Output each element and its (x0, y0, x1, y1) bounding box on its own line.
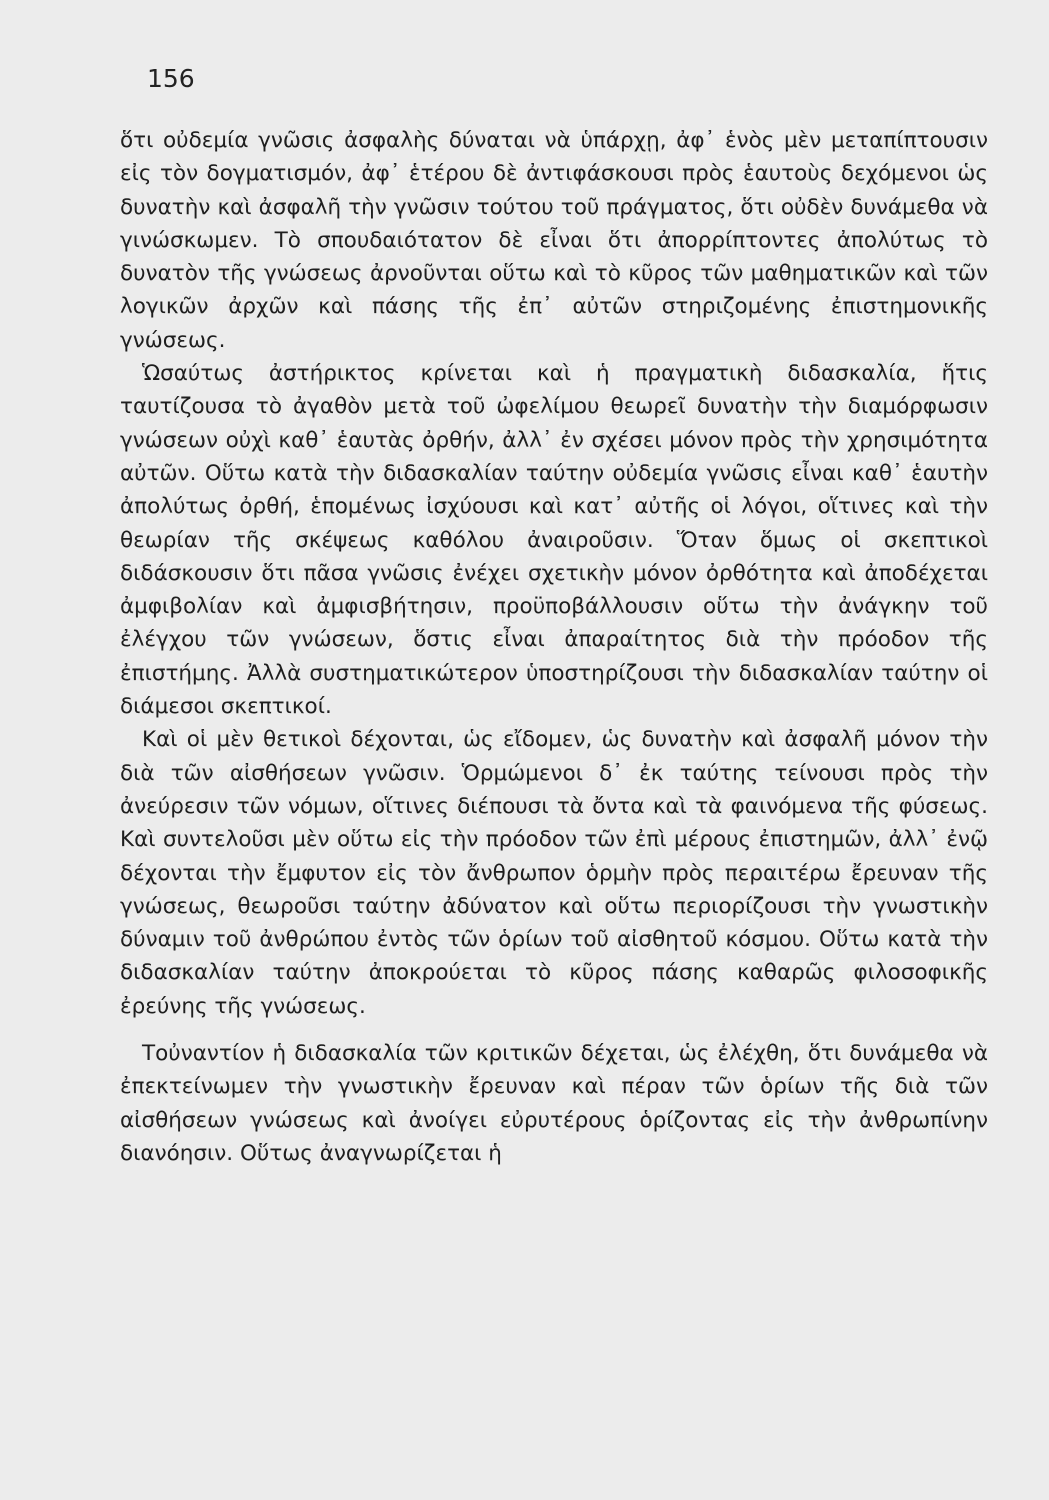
body-text (120, 124, 988, 1170)
paragraph-3: Καὶ οἱ μὲν θετικοὶ δέχονται, ὡς εἴδομεν, ὡς δυνατὴν καὶ ἀσφαλῆ μόνον τὴν διὰ τῶν αἰσθήσεων γνῶσιν. Ὁρμώμενοι δ᾽ ἐκ ταύτης τείνουσι πρὸς τὴν ἀνεύρεσιν τῶν νόμων, οἵτινες διέπουσι τὰ ὄντα καὶ τὰ φαινόμενα τῆς φύσεως. Καὶ συντελοῦσι μὲν οὕτω εἰς τὴν πρόοδον τῶν ἐπὶ μέρους ἐπιστημῶν, ἀλλ᾽ ἐνῷ δέχονται τὴν ἔμφυτον εἰς τὸν ἄνθρωπον ὁρμὴν πρὸς περαιτέρω ἔρευναν τῆς γνώσεως, θεωροῦσι ταύτην ἀδύνατον καὶ οὕτω περιορίζουσι τὴν γνωστικὴν δύναμιν τοῦ ἀνθρώπου ἐντὸς τῶν ὁρίων τοῦ αἰσθητοῦ κόσμου. Οὕτω κατὰ τὴν διδασκαλίαν ταύτην ἀποκρούεται τὸ κῦρος πάσης καθαρῶς φιλοσοφικῆς ἐρεύνης τῆς γνώσεως. (120, 727, 988, 1019)
page-number: 156 (147, 64, 195, 93)
paragraph-4: Τοὐναντίον ἡ διδασκαλία τῶν κριτικῶν δέχεται, ὡς ἐλέχθη, ὅτι δυνάμεθα νὰ ἐπεκτείνωμεν τὴν γνωστικὴν ἔρευναν καὶ πέραν τῶν ὁρίων τῆς διὰ τῶν αἰσθήσεων γνώσεως καὶ ἀνοίγει εὐρυτέρους ὁρίζοντας εἰς τὴν ἀνθρωπίνην διανόησιν. Οὕτως ἀναγνωρίζεται ἡ (120, 1041, 988, 1166)
paragraph-2: Ὡσαύτως ἀστήρικτος κρίνεται καὶ ἡ πραγματικὴ διδασκαλία, ἥτις ταυτίζουσα τὸ ἀγαθὸν μετὰ τοῦ ὠφελίμου θεωρεῖ δυνατὴν τὴν διαμόρφωσιν γνώσεων οὐχὶ καθ᾽ ἑαυτὰς ὀρθήν, ἀλλ᾽ ἐν σχέσει μόνον πρὸς τὴν χρησιμότητα αὐτῶν. Οὕτω κατὰ τὴν διδασκαλίαν ταύτην οὐδεμία γνῶσις εἶναι καθ᾽ ἑαυτὴν ἀπολύτως ὀρθή, ἑπομένως ἰσχύουσι καὶ κατ᾽ αὐτῆς οἱ λόγοι, οἵτινες καὶ τὴν θεωρίαν τῆς σκέψεως καθόλου ἀναιροῦσιν. Ὅταν ὅμως οἱ σκεπτικοὶ διδάσκουσιν ὅτι πᾶσα γνῶσις ἐνέχει σχετικὴν μόνον ὀρθότητα καὶ ἀποδέχεται ἀμφιβολίαν καὶ ἀμφισβήτησιν, προϋποβάλλουσιν οὕτω τὴν ἀνάγκην τοῦ ἐλέγχου τῶν γνώσεων, ὅστις εἶναι ἀπαραίτητος διὰ τὴν πρόοδον τῆς ἐπιστήμης. Ἀλλὰ συστηματικώτερον ὑποστηρίζουσι τὴν διδασκαλίαν ταύτην οἱ διάμεσοι σκεπτικοί. (120, 361, 988, 720)
paragraph-1: ὅτι οὐδεμία γνῶσις ἀσφαλὴς δύναται νὰ ὑπάρχῃ, ἀφ᾽ ἑνὸς μὲν μεταπίπτουσιν εἰς τὸν δογματισμόν, ἀφ᾽ ἑτέρου δὲ ἀντιφάσκουσι πρὸς ἑαυτοὺς δεχόμενοι ὡς δυνατὴν καὶ ἀσφαλῆ τὴν γνῶσιν τούτου τοῦ πράγματος, ὅτι οὐδὲν δυνάμεθα νὰ γινώσκωμεν. Τὸ σπουδαιότατον δὲ εἶναι ὅτι ἀπορρίπτοντες ἀπολύτως τὸ δυνατὸν τῆς γνώσεως ἀρνοῦνται οὕτω καὶ τὸ κῦρος τῶν μαθηματικῶν καὶ τῶν λογικῶν ἀρχῶν καὶ πάσης τῆς ἐπ᾽ αὐτῶν στηριζομένης ἐπιστημονικῆς γνώσεως. (120, 128, 988, 353)
